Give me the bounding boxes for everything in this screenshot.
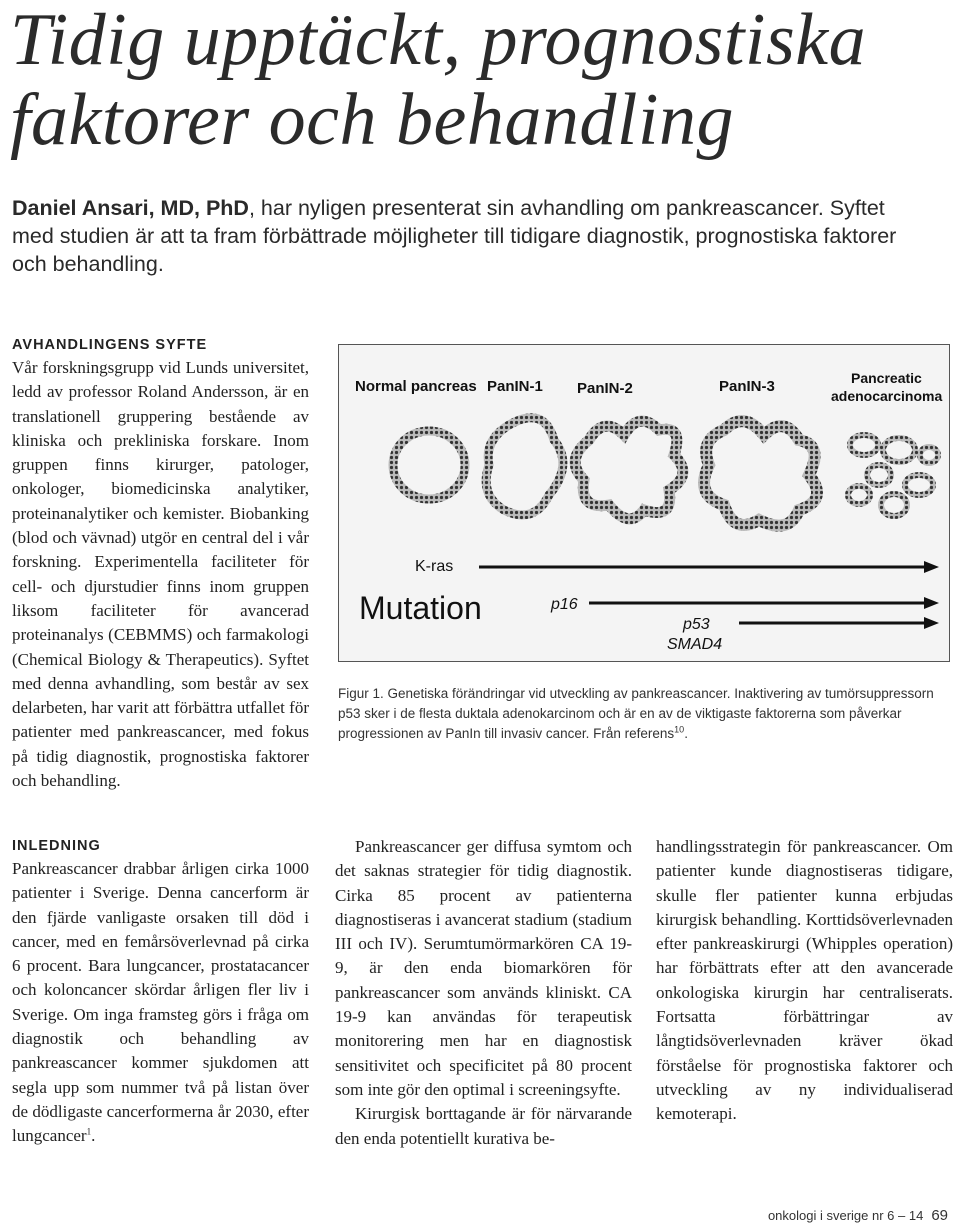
lead-text: , har nyligen presenterat sin avhandling om pankreascancer. Syftet med studien är att ta fram förbättrade möjligheter till tidigare diagnostik, prognostiska faktorer och behandling. <box>12 196 897 276</box>
stage-adenocarcinoma: adenocarcinoma <box>831 388 943 404</box>
section-intro-col1 <box>12 835 309 1149</box>
stage-pancreatic: Pancreatic <box>851 370 922 386</box>
stage-normal: Normal pancreas <box>355 378 477 395</box>
stage-panin3: PanIN-3 <box>719 378 775 395</box>
author-name: Daniel Ansari, MD, PhD <box>12 196 249 220</box>
figure-illustration <box>339 345 949 661</box>
figure-1 <box>338 344 950 662</box>
page-number: 69 <box>931 1207 948 1224</box>
intro-col2-p1: Pankreascancer ger diffusa symtom och det saknas strategier för tidig diagnostik. Cirka 85 procent av patienterna diagnostiseras i avancerat stadium (stadium III och IV). Serumtumörmarkören CA 19-9, är den enda biomarkören för pankreascancer som används kliniskt. CA 19-9 kan användas för terapeutisk monitorering men har en diagnostisk sensitivitet och specificitet på 80 procent som inte gör den optimal i screeningsyfte. <box>335 837 632 1099</box>
gene-p16: p16 <box>551 596 578 613</box>
mutation-label: Mutation <box>359 590 482 626</box>
section-intro-col3 <box>656 835 953 1127</box>
page-footer <box>768 1207 948 1224</box>
stage-panin2: PanIN-2 <box>577 380 633 397</box>
stage-panin1: PanIN-1 <box>487 378 543 395</box>
section-aim-body: Vår forskningsgrupp vid Lunds universitet, ledd av professor Roland Andersson, är en translationell gruppering bestående av kliniska och prekliniska forskare. Inom gruppen finns kirurger, patologer, onkologer, biomedicinska analytiker, proteinanalytiker och kemister. Biobanking (blod och vävnad) utgör en central del i vår forskning. Experimentella faciliteter för cell- och djurstudier finns inom gruppen liksom faciliteter för avancerad proteinanalys (CEBMMS) och farmakologi (Chemical Biology & Therapeutics). Syftet med denna avhandling, som består av sex delarbeten, har varit att förbättra utfallet för patienter med pankreascancer, med fokus på tidig diagnostik, prognostiska faktorer och behandling. <box>12 358 309 791</box>
intro-col2-p2: Kirurgisk borttagande är för närvarande den enda potentiellt kurativa be- <box>335 1104 632 1148</box>
gene-kras: K-ras <box>415 558 454 575</box>
article-title: Tidig upptäckt, prognostiska faktorer och behandling <box>10 0 867 161</box>
intro-col3-body: handlingsstrategin för pankreascancer. Om patienter kunde diagnostiseras tidigare, skulle fler patienter kunna erbjudas kirurgisk behandling. Korttidsöverlevnaden efter pankreaskirurgi (Whipples operation) har förbättrats efter att den avancerade onkologiska kirurgin har centraliserats. Fortsatta förbättringar av långtidsöverlevnaden kräver ökad förståelse för prognostiska faktorer och utveckling av ny individualiserad kemoterapi. <box>656 837 953 1124</box>
section-intro-heading: INLEDNING <box>12 838 101 854</box>
intro-col1-body: Pankreascancer drabbar årligen cirka 1000 patienter i Sverige. Denna cancerform är den fjärde vanligaste orsaken till död i cancer, med en femårsöverlevnad på cirka 6 procent. Bara lungcancer, prostatacancer och koloncancer skördar årligen fler liv i Sverige. Om inga framsteg görs i fråga om diagnostik och behandling av pankreascancer kommer sjukdomen att segla upp som nummer två på listan över de dödligaste cancerformerna år 2030, efter lungcancer$^1$. <box>12 859 309 1146</box>
section-intro-col2 <box>335 835 632 1151</box>
section-aim <box>12 334 309 793</box>
figure-caption: Figur 1. Genetiska förändringar vid utveckling av pankreascancer. Inaktivering av tumörsuppressorn p53 sker i de flesta duktala adenokarcinom och är en av de viktigaste faktorerna som påverkar progressionen av PanIn till invasiv cancer. Från referens$^{10}$. <box>338 686 934 741</box>
section-aim-heading: AVHANDLINGENS SYFTE <box>12 337 208 353</box>
gene-smad4: SMAD4 <box>667 636 723 653</box>
lead-paragraph <box>12 194 912 278</box>
gene-p53: p53 <box>683 616 710 633</box>
journal-name: onkologi i sverige nr 6 – 14 <box>767 1208 924 1223</box>
